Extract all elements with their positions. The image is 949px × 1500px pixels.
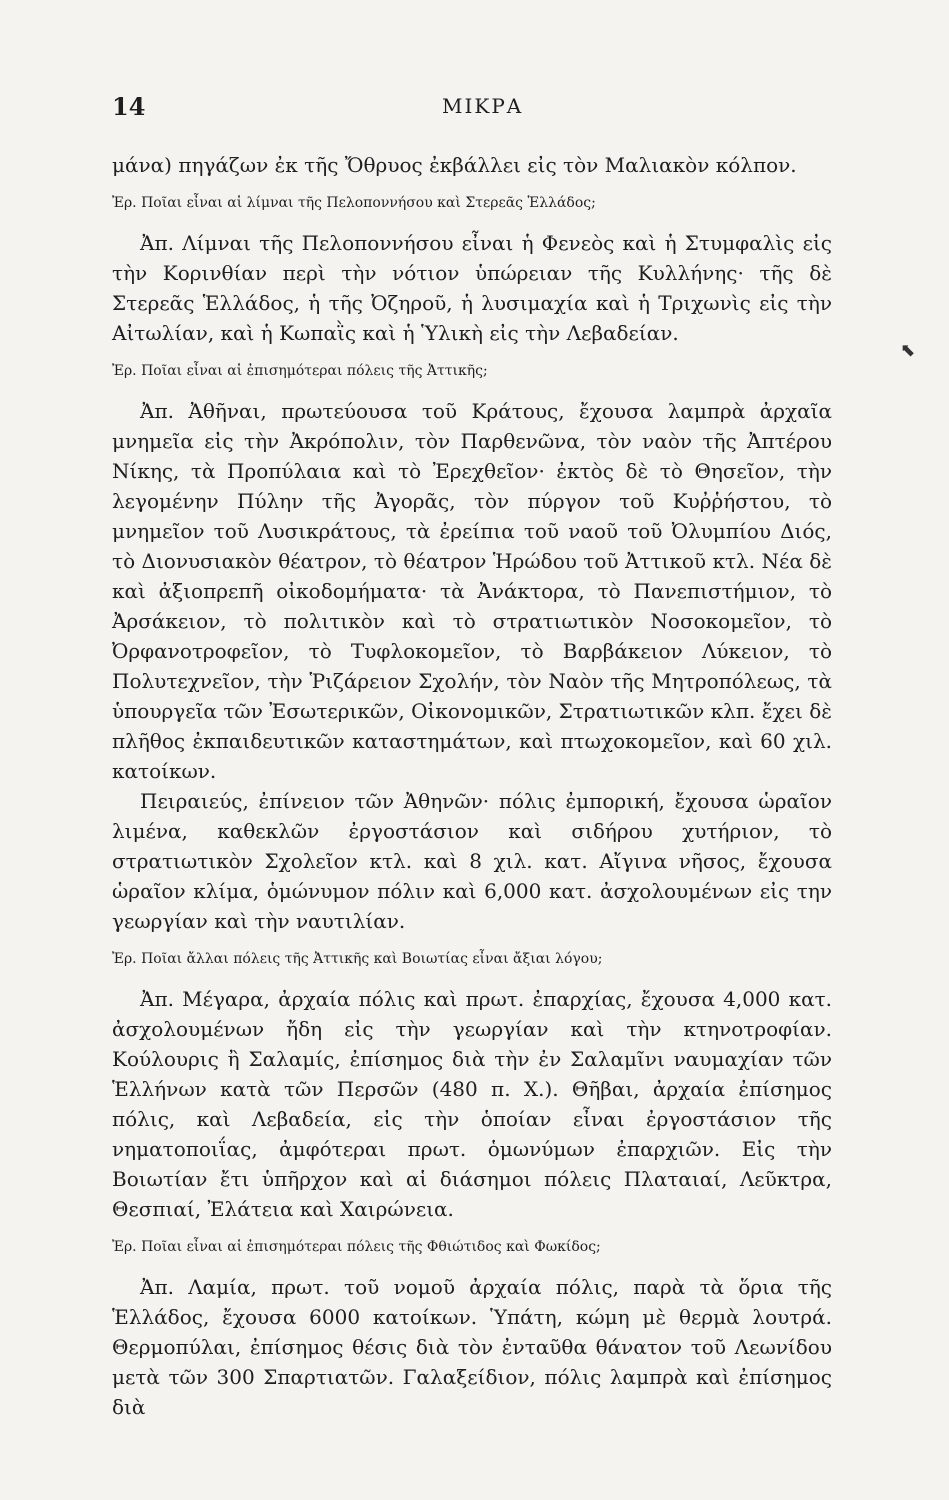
answer-2-continued: Πειραιεύς, ἐπίνειον τῶν Ἀθηνῶν· πόλις ἐμπορική, ἔχουσα ὡραῖον λιμένα, καθεκλῶν ἐργοστάσιον καὶ σιδήρου χυτήριον, τὸ στρατιωτικὸν Σχολεῖον κτλ. καὶ 8 χιλ. κατ. Αἴγινα νῆσος, ἔχουσα ὡραῖον κλίμα, ὁμώνυμον πόλιν καὶ 6,000 κατ. ἀσχολουμένων εἰς την γεωργίαν καὶ τὴν ναυτιλίαν. <box>112 789 832 933</box>
page-header <box>112 92 809 132</box>
answer-1: Ἀπ. Λίμναι τῆς Πελοποννήσου εἶναι ἡ Φενεὸς καὶ ἡ Στυμφαλὶς εἰς τὴν Κορινθίαν περὶ τὴν νότιον ὑπώρειαν τῆς Κυλλήνης· τῆς δὲ Στερεᾶς Ἑλλάδος, ἡ τῆς Ὀζηροῦ, ἡ λυσιμαχία καὶ ἡ Τριχωνὶς εἰς τὴν Αἰτωλίαν, καὶ ἡ Κωπαῒς καὶ ἡ Ὑλικὴ εἰς τὴν Λεβαδείαν. <box>112 231 832 345</box>
question-2: Ἐρ. Ποῖαι εἶναι αἱ ἐπισημότεραι πόλεις τῆς Ἀττικῆς; <box>112 363 488 379</box>
question-1: Ἐρ. Ποῖαι εἶναι αἱ λίμναι τῆς Πελοποννήσου καὶ Στερεᾶς Ἑλλάδος; <box>112 195 596 211</box>
page-body <box>112 150 832 1422</box>
running-title: ΜΙΚΡΑ <box>442 94 524 118</box>
question-4: Ἐρ. Ποῖαι εἶναι αἱ ἐπισημότεραι πόλεις τῆς Φθιώτιδος καὶ Φωκίδος; <box>112 1239 601 1255</box>
answer-2: Ἀπ. Ἀθῆναι, πρωτεύουσα τοῦ Κράτους, ἔχουσα λαμπρὰ ἀρχαῖα μνημεῖα εἰς τὴν Ἀκρόπολιν, τὸν Παρθενῶνα, τὸν ναὸν τῆς Ἀπτέρου Νίκης, τὰ Προπύλαια καὶ τὸ Ἐρεχθεῖον· ἐκτὸς δὲ τὸ Θησεῖον, τὴν λεγομένην Πύλην τῆς Ἀγορᾶς, τὸν πύργον τοῦ Κυῤῥήστου, τὸ μνημεῖον τοῦ Λυσικράτους, τὰ ἐρείπια τοῦ ναοῦ τοῦ Ὀλυμπίου Διός, τὸ Διονυσιακὸν θέατρον, τὸ θέατρον Ἡρώδου τοῦ Ἀττικοῦ κτλ. Νέα δὲ καὶ ἀξιοπρεπῆ οἰκοδομήματα· τὰ Ἀνάκτορα, τὸ Πανεπιστήμιον, τὸ Ἀρσάκειον, τὸ πολιτικὸν καὶ τὸ στρατιωτικὸν Νοσοκομεῖον, τὸ Ὀρφανοτροφεῖον, τὸ Τυφλοκομεῖον, τὸ Βαρβάκειον Λύκειον, τὸ Πολυτεχνεῖον, τὴν Ῥιζάρειον Σχολήν, τὸν Ναὸν τῆς Μητροπόλεως, τὰ ὑπουργεῖα τῶν Ἐσωτερικῶν, Οἰκονομικῶν, Στρατιωτικῶν κλπ. ἔχει δὲ πλῆθος ἐκπαιδευτικῶν καταστημάτων, καὶ πτωχοκομεῖον, καὶ 60 χιλ. κατοίκων. <box>112 399 832 783</box>
answer-3: Ἀπ. Μέγαρα, ἀρχαία πόλις καὶ πρωτ. ἐπαρχίας, ἔχουσα 4,000 κατ. ἀσχολουμένων ἤδη εἰς τὴν γεωργίαν καὶ τὴν κτηνοτροφίαν. Κούλουρις ἢ Σαλαμίς, ἐπίσημος διὰ τὴν ἐν Σαλαμῖνι ναυμαχίαν τῶν Ἑλλήνων κατὰ τῶν Περσῶν (480 π. Χ.). Θῆβαι, ἀρχαία ἐπίσημος πόλις, καὶ Λεβαδεία, εἰς τὴν ὁποίαν εἶναι ἐργοστάσιον τῆς νηματοποιΐας, ἀμφότεραι πρωτ. ὁμωνύμων ἐπαρχιῶν. Εἰς τὴν Βοιωτίαν ἔτι ὑπῆρχον καὶ αἱ διάσημοι πόλεις Πλαταιαί, Λεῦκτρα, Θεσπιαί, Ἐλάτεια καὶ Χαιρώνεια. <box>112 987 832 1221</box>
question-3: Ἐρ. Ποῖαι ἄλλαι πόλεις τῆς Ἀττικῆς καὶ Βοιωτίας εἶναι ἄξιαι λόγου; <box>112 951 603 967</box>
continued-line: μάνα) πηγάζων ἐκ τῆς Ὄθρυος ἐκβάλλει εἰς τὸν Μαλιακὸν κόλπον. <box>112 153 797 177</box>
answer-4: Ἀπ. Λαμία, πρωτ. τοῦ νομοῦ ἀρχαία πόλις, παρὰ τὰ ὅρια τῆς Ἑλλάδος, ἔχουσα 6000 κατοίκων. Ὑπάτη, κώμη μὲ θερμὰ λουτρά. Θερμοπύλαι, ἐπίσημος θέσις διὰ τὸν ἐνταῦθα θάνατον τοῦ Λεωνίδου μετὰ τῶν 300 Σπαρτιατῶν. Γαλαξείδιον, πόλις λαμπρὰ καὶ ἐπίσημος διὰ <box>112 1275 832 1419</box>
page-number: 14 <box>112 92 146 121</box>
margin-mark: ⬉ <box>900 340 916 361</box>
